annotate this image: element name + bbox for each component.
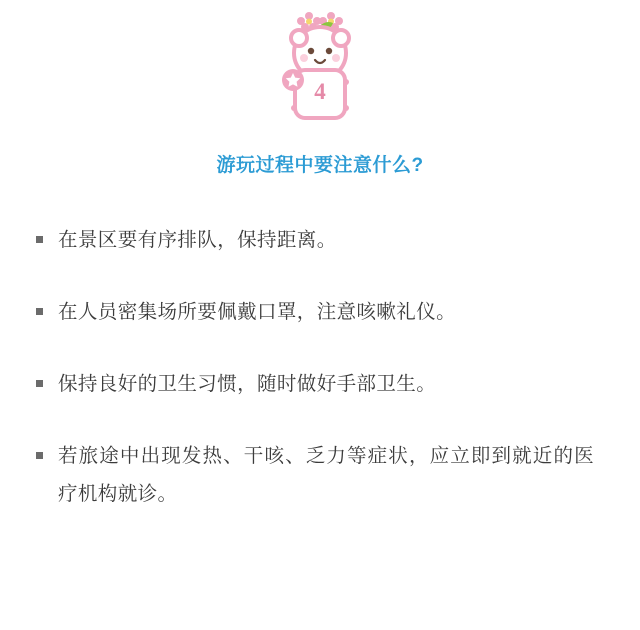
square-bullet-icon [36, 452, 43, 459]
list-item-text: 保持良好的卫生习惯，随时做好手部卫生。 [58, 373, 437, 395]
mascot-badge [260, 8, 380, 128]
list-item [58, 221, 594, 259]
list-item-text: 若旅途中出现发热、干咳、乏力等症状，应立即到就近的医疗机构就诊。 [58, 445, 594, 505]
square-bullet-icon [36, 308, 43, 315]
list-item [58, 293, 594, 331]
list-item-text: 在景区要有序排队，保持距离。 [58, 229, 337, 251]
list-item [58, 437, 594, 513]
list-item [58, 365, 594, 403]
mascot-badge-icon [260, 8, 380, 128]
page-title: 游玩过程中要注意什么? [216, 155, 424, 176]
document-page [0, 8, 640, 630]
square-bullet-icon [36, 380, 43, 387]
badge-number: 4 [314, 79, 326, 104]
square-bullet-icon [36, 236, 43, 243]
notice-list [0, 221, 640, 513]
list-item-text: 在人员密集场所要佩戴口罩，注意咳嗽礼仪。 [58, 301, 457, 323]
